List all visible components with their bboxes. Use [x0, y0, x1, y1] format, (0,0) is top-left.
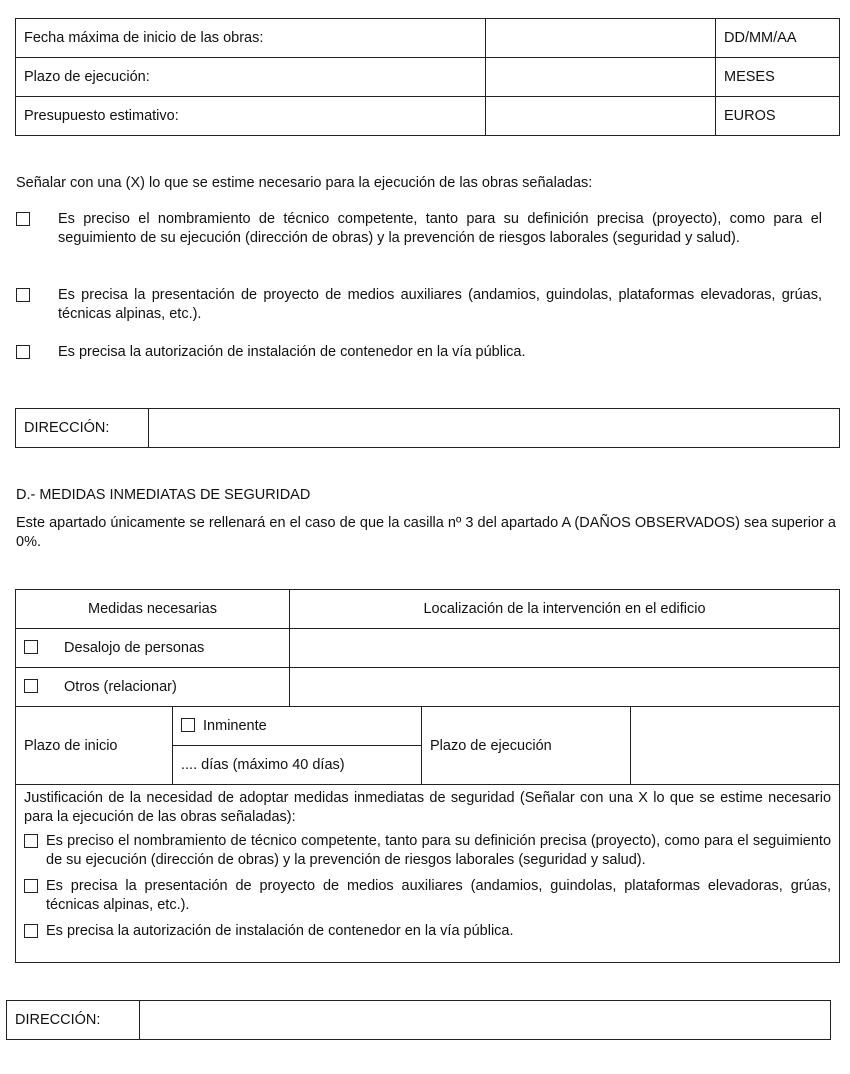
desalojo-checkbox[interactable] — [24, 640, 38, 654]
medidas-table — [15, 589, 840, 963]
direccion-table-1 — [15, 408, 840, 448]
plazo-ejecucion-label-2: Plazo de ejecución — [422, 707, 631, 785]
inminente-checkbox[interactable] — [181, 718, 195, 732]
otros-label: Otros (relacionar) — [64, 679, 177, 695]
otros-localizacion-field[interactable] — [290, 668, 840, 707]
plazo-ejecucion-label: Plazo de ejecución: — [16, 58, 486, 97]
presupuesto-field[interactable] — [486, 97, 716, 136]
inminente-label: Inminente — [203, 718, 267, 734]
localizacion-header: Localización de la intervención en el edificio — [290, 590, 840, 629]
option-contenedor — [16, 343, 822, 362]
otros-cell — [16, 668, 290, 707]
just-option-medios-text: Es precisa la presentación de proyecto de medios auxiliares (andamios, guindolas, plataformas elevadoras, grúas, técnicas alpinas, etc.). — [46, 878, 832, 913]
dias-cell[interactable]: .... días (máximo 40 días) — [173, 746, 422, 785]
direccion-label-2: DIRECCIÓN: — [7, 1001, 140, 1040]
justificacion-cell — [16, 785, 840, 963]
just-option-medios — [24, 877, 831, 915]
option-contenedor-text: Es precisa la autorización de instalación de contenedor en la vía pública. — [58, 344, 526, 360]
plazo-ejecucion-field[interactable] — [486, 58, 716, 97]
direccion-field-2[interactable] — [140, 1001, 831, 1040]
option-tecnico — [16, 210, 822, 248]
tecnico-checkbox[interactable] — [16, 212, 30, 226]
just-option-contenedor-text: Es precisa la autorización de instalación de contenedor en la vía pública. — [46, 923, 514, 939]
section-d-title: D.- MEDIDAS INMEDIATAS DE SEGURIDAD — [16, 487, 311, 503]
obras-summary-table — [15, 18, 840, 136]
section-d-note: Este apartado únicamente se rellenará en el caso de que la casilla nº 3 del apartado A (DAÑOS OBSERVADOS) sea superior a 0%. — [16, 515, 836, 550]
desalojo-label: Desalojo de personas — [64, 640, 205, 656]
just-contenedor-checkbox[interactable] — [24, 924, 38, 938]
presupuesto-unit: EUROS — [716, 97, 840, 136]
option-medios-auxiliares — [16, 286, 822, 324]
justificacion-text: Justificación de la necesidad de adoptar medidas inmediatas de seguridad (Señalar con una X lo que se estime necesario para la ejecución de las obras señaladas): — [24, 790, 832, 825]
inminente-cell — [173, 707, 422, 746]
contenedor-checkbox[interactable] — [16, 345, 30, 359]
option-tecnico-text: Es preciso el nombramiento de técnico competente, tanto para su definición precisa (proyecto), como para el seguimiento de su ejecución (dirección de obras) y la prevención de riesgos laborales (seguridad y salud). — [58, 211, 822, 246]
instruction-text: Señalar con una (X) lo que se estime necesario para la ejecución de las obras señaladas: — [16, 175, 593, 191]
just-tecnico-checkbox[interactable] — [24, 834, 38, 848]
just-option-contenedor — [24, 922, 831, 941]
fecha-inicio-field[interactable] — [486, 19, 716, 58]
medios-auxiliares-checkbox[interactable] — [16, 288, 30, 302]
fecha-inicio-label: Fecha máxima de inicio de las obras: — [16, 19, 486, 58]
just-medios-checkbox[interactable] — [24, 879, 38, 893]
plazo-ejecucion-unit: MESES — [716, 58, 840, 97]
direccion-table-2 — [6, 1000, 831, 1040]
plazo-ejecucion-field-2[interactable] — [631, 707, 840, 785]
otros-checkbox[interactable] — [24, 679, 38, 693]
just-option-tecnico — [24, 832, 831, 870]
option-medios-auxiliares-text: Es precisa la presentación de proyecto de medios auxiliares (andamios, guindolas, plataformas elevadoras, grúas, técnicas alpinas, etc.). — [58, 287, 822, 322]
presupuesto-label: Presupuesto estimativo: — [16, 97, 486, 136]
medidas-header: Medidas necesarias — [16, 590, 290, 629]
fecha-inicio-unit: DD/MM/AA — [716, 19, 840, 58]
direccion-field-1[interactable] — [149, 409, 840, 448]
direccion-label-1: DIRECCIÓN: — [16, 409, 149, 448]
desalojo-localizacion-field[interactable] — [290, 629, 840, 668]
desalojo-cell — [16, 629, 290, 668]
just-option-tecnico-text: Es preciso el nombramiento de técnico competente, tanto para su definición precisa (proyecto), como para el seguimiento de su ejecución (dirección de obras) y la prevención de riesgos laborales (seguridad y salud). — [46, 833, 832, 868]
plazo-inicio-label: Plazo de inicio — [16, 707, 173, 785]
